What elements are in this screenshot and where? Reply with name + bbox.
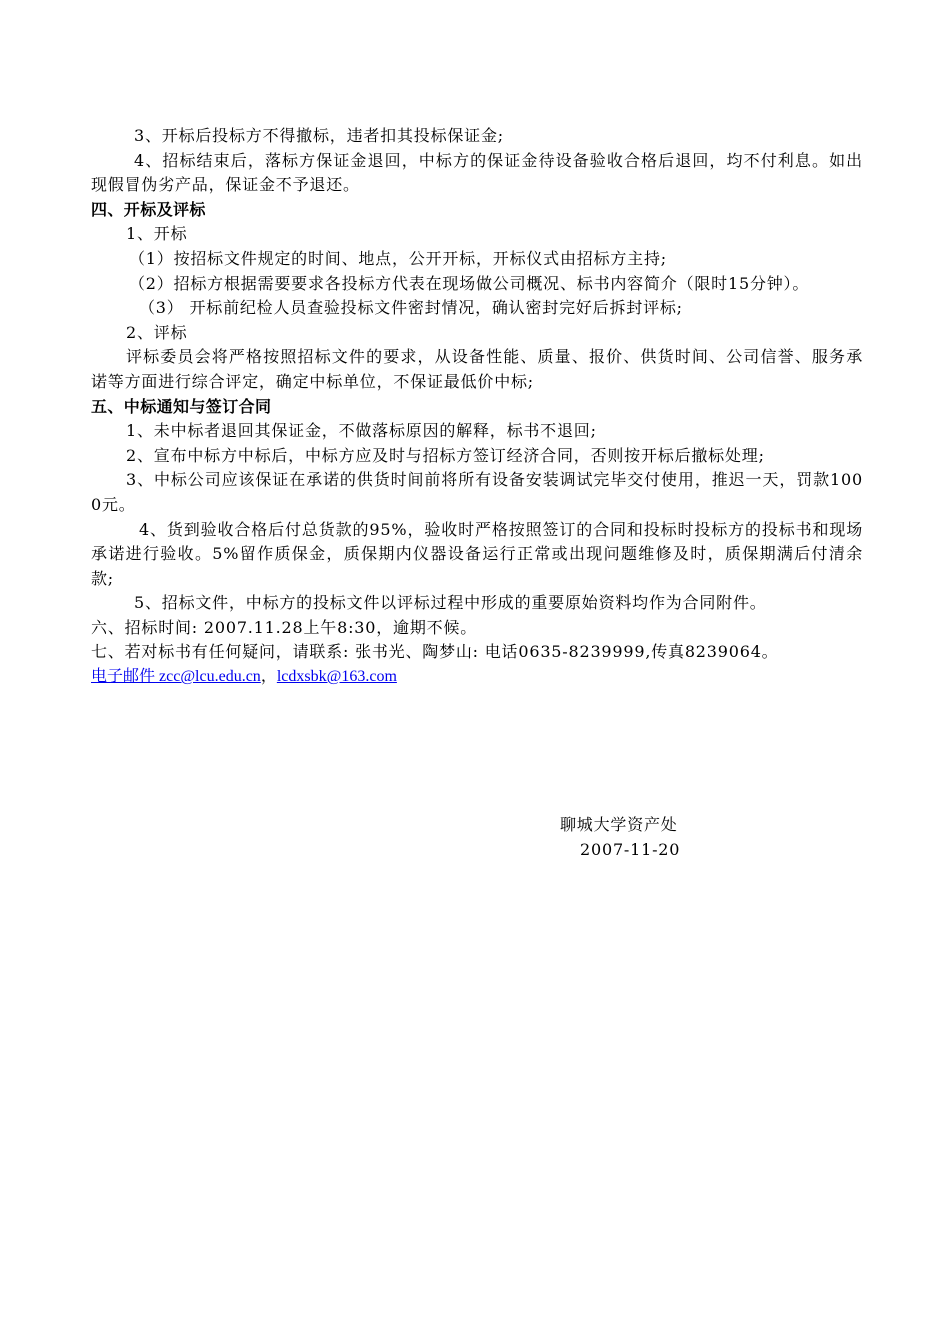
paragraph-award-4: 4、货到验收合格后付总货款的95%，验收时严格按照签订的合同和投标时投标方的投标书和现场承诺进行验收。5%留作质保金，质保期内仪器设备运行正常或出现问题维修及时，质保期满后付清余款; [91, 519, 863, 588]
paragraph-award-1: 1、未中标者退回其保证金，不做落标原因的解释，标书不退回; [126, 421, 597, 441]
paragraph-item-3-withdrawal: 3、开标后投标方不得撤标，违者扣其投标保证金; [134, 126, 504, 145]
email-line [91, 665, 863, 690]
document-body [91, 124, 863, 690]
section-heading-award-contract: 五、中标通知与签订合同 [91, 396, 272, 416]
email-link-lcdxsbk[interactable]: lcdxsbk@163.com [276, 668, 397, 686]
paragraph-opening-2: （2）招标方根据需要要求各投标方代表在现场做公司概况、标书内容简介（限时15分钟）。 [129, 273, 810, 293]
paragraph-item-4-deposit-refund: 4、招标结束后，落标方保证金退回，中标方的保证金待设备验收合格后退回，均不付利息。如出现假冒伪劣产品，保证金不予退还。 [91, 150, 863, 195]
signature-org: 聊城大学资产处 [560, 815, 678, 834]
email-link-zcc[interactable] [91, 668, 261, 685]
paragraph-award-2: 2、宣布中标方中标后，中标方应及时与招标方签订经济合同，否则按开标后撤标处理; [126, 445, 765, 465]
paragraph-opening-1: （1）按招标文件规定的时间、地点，公开开标，开标仪式由招标方主持; [129, 248, 667, 268]
signature-date: 2007-11-20 [580, 840, 681, 859]
paragraph-bid-time: 六、招标时间: 2007.11.28上午8:30，逾期不候。 [91, 617, 478, 637]
paragraph-award-3: 3、中标公司应该保证在承诺的供货时间前将所有设备安装调试完毕交付使用，推迟一天，罚款1000元。 [91, 470, 863, 514]
paragraph-award-5: 5、招标文件，中标方的投标文件以评标过程中形成的重要原始资料均作为合同附件。 [134, 593, 767, 613]
signature-block [560, 812, 680, 862]
email-address-zcc: zcc@lcu.edu.cn [159, 668, 261, 686]
email-label: 电子邮件 [91, 668, 156, 686]
paragraph-evaluation-committee: 评标委员会将严格按照招标文件的要求，从设备性能、质量、报价、供货时间、公司信誉、服务承诺等方面进行综合评定，确定中标单位，不保证最低价中标; [91, 347, 863, 391]
email-separator: ， [260, 668, 277, 686]
section-heading-opening-evaluation: 四、开标及评标 [91, 199, 206, 219]
subheading-evaluation: 2、评标 [126, 322, 188, 342]
paragraph-opening-3: （3） 开标前纪检人员查验投标文件密封情况，确认密封完好后拆封评标; [139, 298, 683, 318]
subheading-opening: 1、开标 [126, 224, 188, 244]
paragraph-contact-info: 七、若对标书有任何疑问，请联系: 张书光、陶梦山: 电话0635-8239999,传真8239064。 [91, 642, 779, 662]
